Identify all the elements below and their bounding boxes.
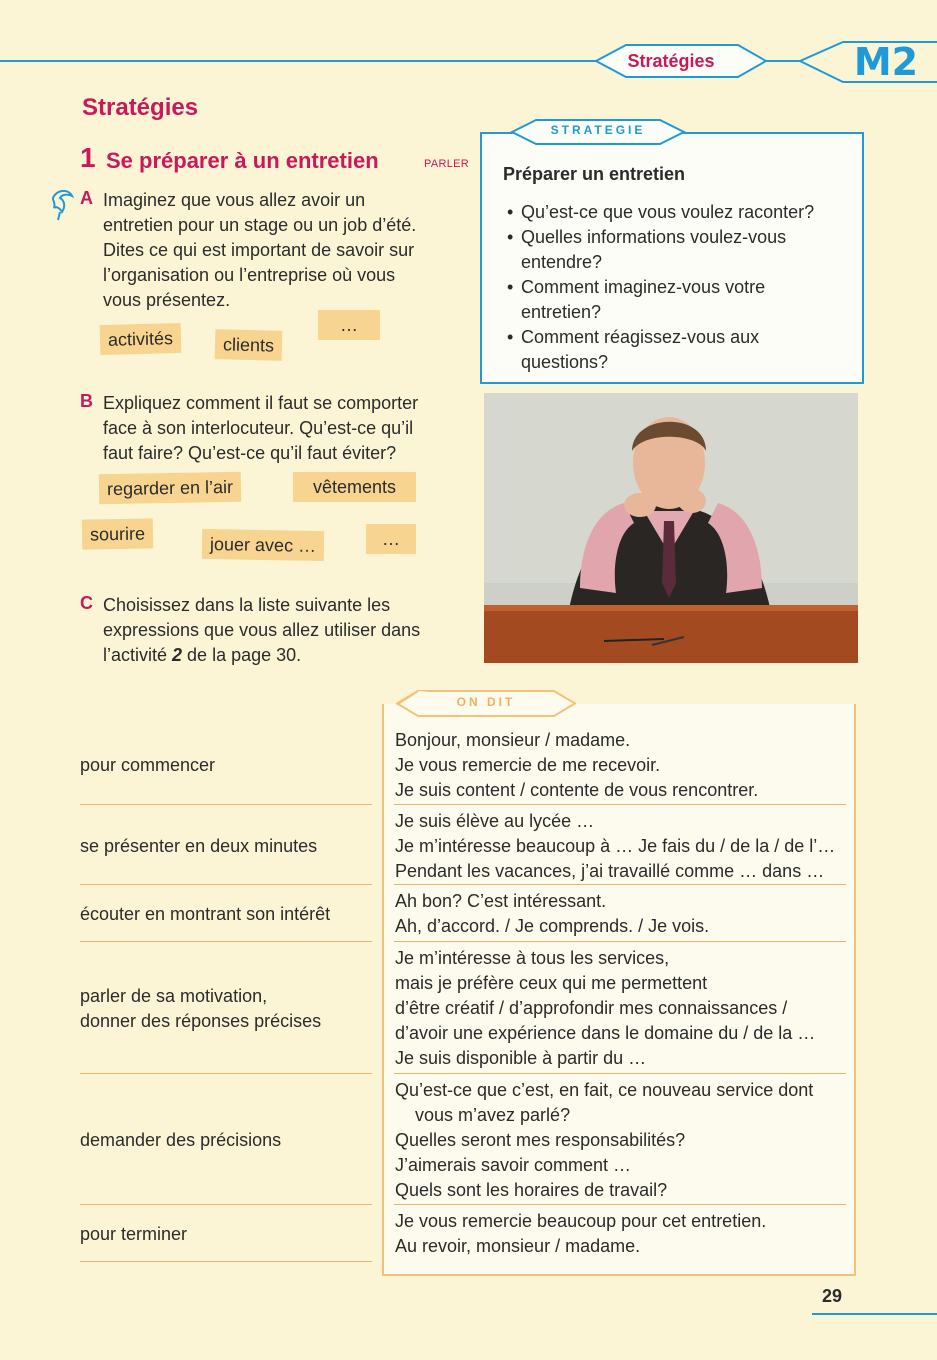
- part-c-letter: C: [80, 593, 93, 613]
- keyword-chip: sourire: [82, 518, 154, 549]
- part-b-letter: B: [80, 391, 93, 411]
- ondit-row-divider: [80, 804, 372, 805]
- ondit-phrase: Je vous remercie de me recevoir.: [395, 755, 661, 775]
- ondit-label-line: se présenter en deux minutes: [80, 836, 318, 856]
- ondit-phrase: d’être créatif / d’approfondir mes connaissances /: [395, 998, 788, 1018]
- ondit-row-phrases: [395, 809, 850, 884]
- keyword-chip: vêtements: [293, 472, 416, 502]
- ondit-label-line: écouter en montrant son intérêt: [80, 904, 331, 924]
- ondit-row-divider: [394, 1073, 846, 1074]
- ondit-phrase: Qu’est-ce que c’est, en fait, ce nouveau service dont: [395, 1080, 814, 1100]
- strategy-item: • Quelles informations voulez-vous entendre?: [505, 225, 850, 275]
- exercise-title: Se préparer à un entretien: [106, 148, 379, 173]
- strategy-list: [505, 200, 850, 375]
- keyword-chip: jouer avec …: [202, 529, 325, 561]
- ondit-row-label: [80, 1128, 372, 1153]
- ondit-phrase: Je m’intéresse à tous les services,: [395, 948, 670, 968]
- part-b-line: face à son interlocuteur. Qu’est-ce qu’il: [103, 418, 414, 438]
- ondit-phrase: vous m’avez parlé?: [415, 1105, 571, 1125]
- ondit-row-phrases: [395, 889, 850, 939]
- strategy-item: • Comment imaginez-vous votre entretien?: [505, 275, 850, 325]
- ondit-row-divider: [394, 804, 846, 805]
- page-number: 29: [821, 1286, 843, 1306]
- ondit-row-label: [80, 1222, 372, 1247]
- ondit-phrase: Je suis content / contente de vous rencontrer.: [395, 780, 759, 800]
- ondit-row-divider: [80, 884, 372, 885]
- page-title: Stratégies: [82, 94, 199, 121]
- ondit-row-divider: [394, 941, 846, 942]
- ondit-phrase: Ah, d’accord. / Je comprends. / Je vois.: [395, 916, 710, 936]
- ondit-phrase: J’aimerais savoir comment …: [395, 1155, 632, 1175]
- header-rule-left: [0, 60, 596, 62]
- ondit-phrase: mais je préfère ceux qui me permettent: [395, 973, 708, 993]
- part-b-instructions: [103, 391, 463, 466]
- part-c-line: [103, 643, 463, 668]
- strategy-heading: Préparer un entretien: [503, 164, 686, 184]
- ondit-label-line: demander des précisions: [80, 1130, 282, 1150]
- strategy-item: • Qu’est-ce que vous voulez raconter?: [505, 200, 850, 225]
- ondit-label-line: parler de sa motivation,: [80, 986, 268, 1006]
- ondit-row-phrases: [395, 1078, 850, 1203]
- part-c-text: l’activité: [103, 645, 173, 665]
- ondit-row-phrases: [395, 728, 850, 803]
- ondit-row-divider: [80, 1204, 372, 1205]
- speaking-icon: [48, 188, 76, 222]
- ondit-label-line: pour commencer: [80, 755, 216, 775]
- strategy-tag: STRATEGIE: [550, 123, 646, 137]
- ondit-label-line: donner des réponses précises: [80, 1011, 322, 1031]
- ondit-phrase: Au revoir, monsieur / madame.: [395, 1236, 641, 1256]
- ondit-row-divider: [80, 1073, 372, 1074]
- exercise-number: 1: [80, 142, 96, 173]
- part-c-instructions: [103, 593, 463, 668]
- part-c-text: de la page 30.: [182, 645, 302, 665]
- strategy-item: • Comment réagissez-vous aux questions?: [505, 325, 850, 375]
- footer-rule: [812, 1313, 937, 1315]
- ondit-row-label: [80, 834, 372, 859]
- ondit-phrase: Je m’intéresse beaucoup à … Je fais du / de la / de l’…: [395, 836, 836, 856]
- keyword-chip: …: [366, 524, 416, 554]
- ondit-row-phrases: [395, 946, 850, 1071]
- ondit-row-label: [80, 753, 372, 778]
- ondit-label-line: pour terminer: [80, 1224, 188, 1244]
- ondit-row-label: [80, 984, 372, 1034]
- part-a-line: entretien pour un stage ou un job d’été.: [103, 215, 417, 235]
- keyword-chip: clients: [215, 329, 283, 361]
- ondit-tag: ON DIT: [456, 695, 516, 709]
- ondit-phrase: Pendant les vacances, j’ai travaillé comme … dans …: [395, 861, 825, 881]
- ondit-row-phrases: [395, 1209, 850, 1259]
- part-c-line: Choisissez dans la liste suivante les: [103, 595, 391, 615]
- part-a-instructions: [103, 188, 463, 313]
- part-b-line: Expliquez comment il faut se comporter: [103, 393, 419, 413]
- keyword-chip: …: [318, 310, 380, 340]
- ondit-row-divider: [394, 884, 846, 885]
- ondit-row-label: [80, 902, 372, 927]
- ondit-row-divider: [80, 1261, 372, 1262]
- activity-number: 2: [172, 645, 183, 665]
- keyword-chip: activités: [100, 323, 182, 355]
- exercise-mode-label: PARLER: [424, 158, 469, 170]
- ondit-phrase: Je suis disponible à partir du …: [395, 1048, 647, 1068]
- keyword-chip: regarder en l’air: [99, 472, 242, 504]
- ondit-phrase: Bonjour, monsieur / madame.: [395, 730, 631, 750]
- part-a-line: vous présentez.: [103, 290, 231, 310]
- ondit-phrase: Je vous remercie beaucoup pour cet entretien.: [395, 1211, 767, 1231]
- module-badge: M2: [853, 40, 919, 84]
- part-c-line: expressions que vous allez utiliser dans: [103, 620, 421, 640]
- part-a-line: Dites ce qui est important de savoir sur: [103, 240, 415, 260]
- part-a-letter: A: [80, 188, 93, 208]
- ondit-row-divider: [394, 1204, 846, 1205]
- ondit-row-divider: [80, 941, 372, 942]
- ondit-phrase: Ah bon? C’est intéressant.: [395, 891, 607, 911]
- part-a-line: l’organisation ou l’entreprise où vous: [103, 265, 396, 285]
- ondit-phrase: Quelles seront mes responsabilités?: [395, 1130, 686, 1150]
- header-section-tag: Stratégies: [627, 51, 715, 71]
- part-b-line: faut faire? Qu’est-ce qu’il faut éviter?: [103, 443, 397, 463]
- part-a-line: Imaginez que vous allez avoir un: [103, 190, 366, 210]
- photo-young-man-at-table: [484, 393, 858, 663]
- ondit-phrase: Je suis élève au lycée …: [395, 811, 595, 831]
- ondit-phrase: d’avoir une expérience dans le domaine du / de la …: [395, 1023, 816, 1043]
- ondit-phrase: Quels sont les horaires de travail?: [395, 1180, 668, 1200]
